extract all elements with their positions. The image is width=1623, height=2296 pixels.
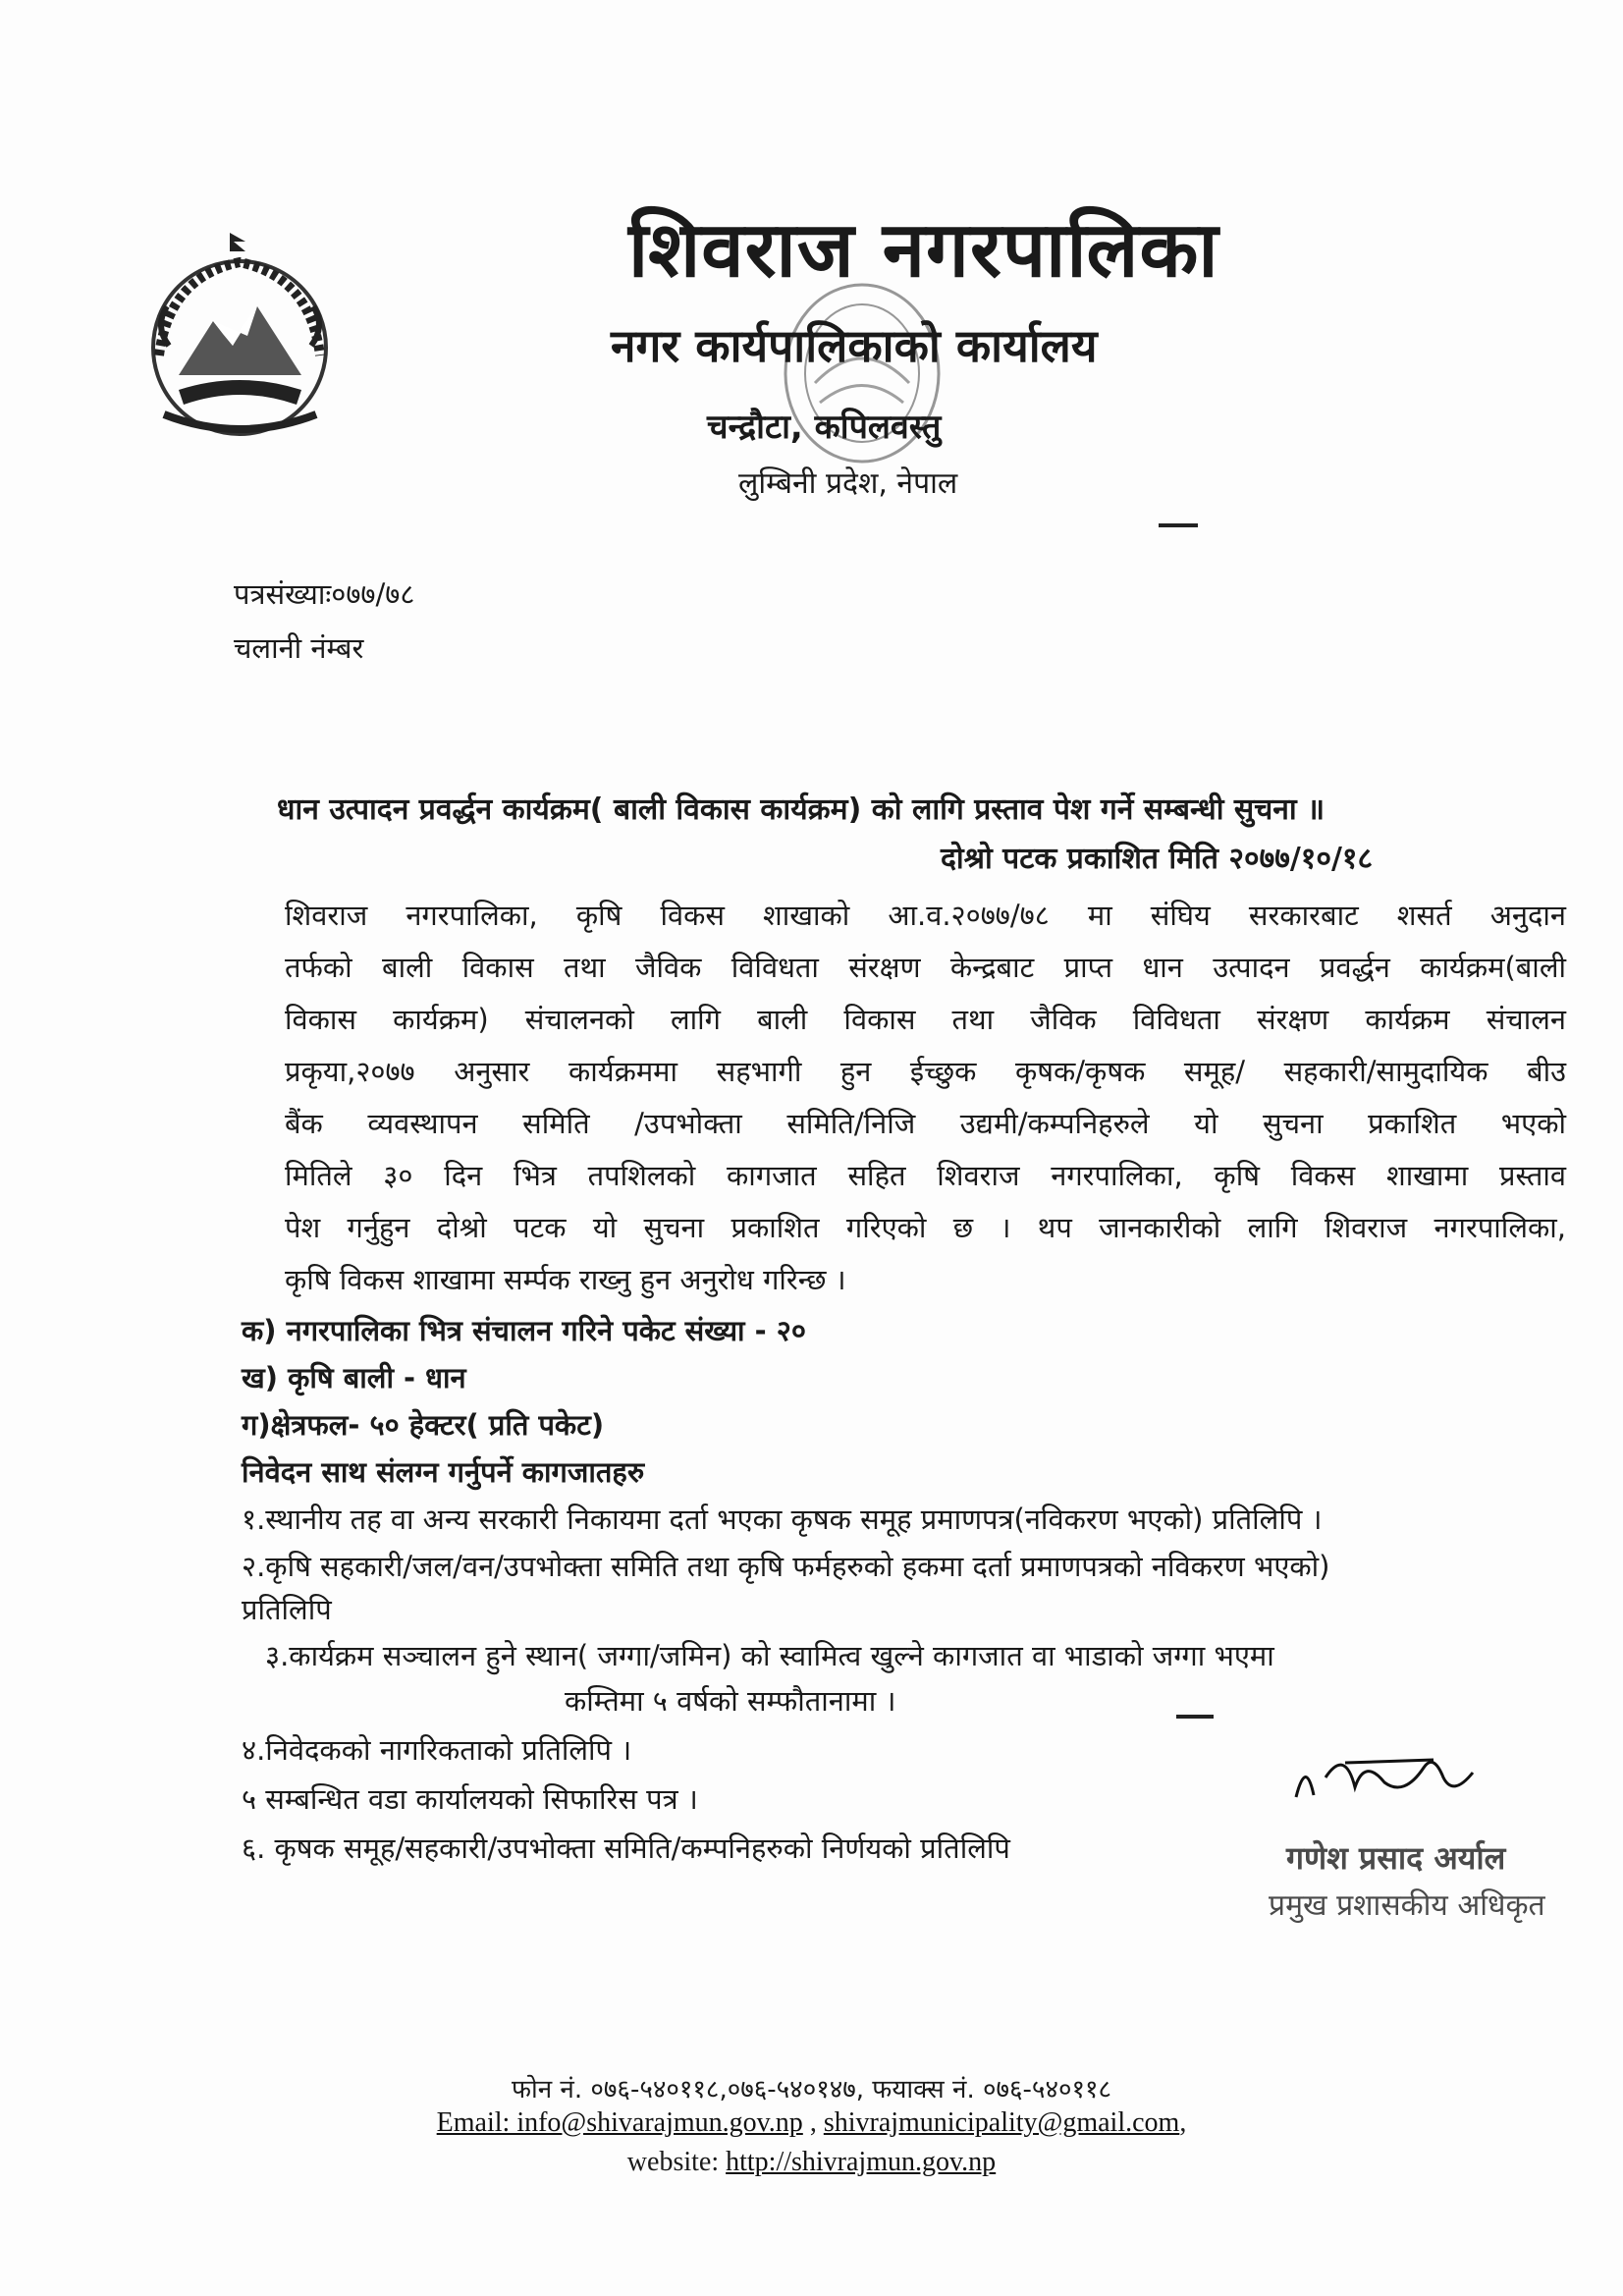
document-item: ४.निवेदकको नागरिकताको प्रतिलिपि । [242, 1733, 632, 1767]
signatory-title: प्रमुख प्रशासकीय अधिकृत [1269, 1888, 1545, 1923]
documents-heading: निवेदन साथ संलग्न गर्नुपर्ने कागजातहरु [242, 1455, 645, 1489]
email-separator: , [802, 2107, 824, 2138]
footer-phone: फोन नं. ०७६-५४०११८,०७६-५४०१४७, फयाक्स नं. ०७६-५४०११८ [511, 2075, 1112, 2105]
dispatch-number: चलानी नंम्बर [234, 631, 364, 665]
signatory-name: गणेश प्रसाद अर्याल [1286, 1839, 1506, 1877]
notice-body-line: विकास कार्यक्रम) संचालनको लागि बाली विकास तथा जैविक विविधता संरक्षण कार्यक्रम संचालन [285, 1003, 1566, 1036]
email-link[interactable]: Email: info@shivarajmun.gov.np [436, 2107, 803, 2138]
office-name: शिवराज नगरपालिका [628, 206, 1219, 295]
divider-mark [1159, 523, 1198, 527]
signature-icon [1286, 1738, 1483, 1817]
website-link[interactable]: http://shivrajmun.gov.np [726, 2147, 997, 2177]
notice-body-line: मितिले ३० दिन भित्र तपशिलको कागजात सहित शिवराज नगरपालिका, कृषि विकस शाखामा प्रस्ताव [285, 1159, 1566, 1192]
divider-mark [1176, 1715, 1214, 1719]
notice-body-line: पेश गर्नुहुन दोश्रो पटक यो सुचना प्रकाशित गरिएको छ । थप जानकारीको लागि शिवराज नगरपालिका, [285, 1211, 1566, 1244]
document-item: ५ सम्बन्धित वडा कार्यालयको सिफारिस पत्र । [242, 1782, 698, 1816]
notice-published-date: दोश्रो पटक प्रकाशित मिति २०७७/१०/१८ [941, 842, 1374, 876]
detail-packets: क) नगरपालिका भित्र संचालन गरिने पकेट संख्या - २० [242, 1314, 806, 1347]
document-item: कम्तिमा ५ वर्षको सम्फौतानामा । [565, 1684, 896, 1718]
office-address-line2: लुम्बिनी प्रदेश, नेपाल [738, 466, 958, 501]
footer-email [0, 2107, 1623, 2139]
detail-area: ग)क्षेत्रफल- ५० हेक्टर( प्रति पकेट) [242, 1408, 605, 1442]
alt-email-link[interactable]: shivrajmunicipality@gmail.com [823, 2107, 1180, 2138]
notice-body-line: बैंक व्यवस्थापन समिति /उपभोक्ता समिति/निजि उद्यमी/कम्पनिहरुले यो सुचना प्रकाशित भएको [285, 1107, 1566, 1140]
notice-body-line: शिवराज नगरपालिका, कृषि विकस शाखाको आ.व.२०७७/७८ मा संघिय सरकारबाट शसर्त अनुदान [285, 899, 1566, 932]
detail-crop: ख) कृषि बाली - धान [242, 1361, 466, 1394]
document-item: ६. कृषक समूह/सहकारी/उपभोक्ता समिति/कम्पनिहरुको निर्णयको प्रतिलिपि [242, 1831, 1010, 1865]
email-end: , [1179, 2107, 1187, 2138]
notice-title: धान उत्पादन प्रवर्द्धन कार्यक्रम( बाली विकास कार्यक्रम) को लागि प्रस्ताव पेश गर्ने सम्बन्धी सुचना ॥ [277, 793, 1325, 827]
document-item: १.स्थानीय तह वा अन्य सरकारी निकायमा दर्ता भएका कृषक समूह प्रमाणपत्र(नविकरण भएको) प्रतिलिपि । [242, 1503, 1323, 1536]
notice-body-line: प्रकृया,२०७७ अनुसार कार्यक्रममा सहभागी हुन ईच्छुक कृषक/कृषक समूह/ सहकारी/सामुदायिक बीउ [285, 1055, 1566, 1088]
letter-number: पत्रसंख्याः०७७/७८ [234, 577, 415, 611]
nepal-emblem-icon [139, 228, 341, 449]
office-subtitle: नगर कार्यपालिकाको कार्यालय [611, 319, 1098, 372]
document-item: ३.कार्यक्रम सञ्चालन हुने स्थान( जग्गा/जमिन) को स्वामित्व खुल्ने कागजात वा भाडाको जग्गा भएमा [265, 1639, 1274, 1672]
footer-website [0, 2147, 1623, 2178]
notice-body-line: कृषि विकस शाखामा सर्म्पक राख्नु हुन अनुरोध गरिन्छ । [285, 1263, 846, 1296]
document-item: प्रतिलिपि [242, 1593, 332, 1626]
office-address-line1: चन्द्रौटा, कपिलवस्तु [707, 408, 942, 447]
document-item: २.कृषि सहकारी/जल/वन/उपभोक्ता समिति तथा कृषि फर्महरुको हकमा दर्ता प्रमाणपत्रको नविकरण भएको) [242, 1550, 1330, 1583]
website-label: website: [626, 2147, 727, 2177]
notice-body-line: तर्फको बाली विकास तथा जैविक विविधता संरक्षण केन्द्रबाट प्राप्त धान उत्पादन प्रवर्द्धन कार्यक्रम(बाली [285, 951, 1566, 984]
